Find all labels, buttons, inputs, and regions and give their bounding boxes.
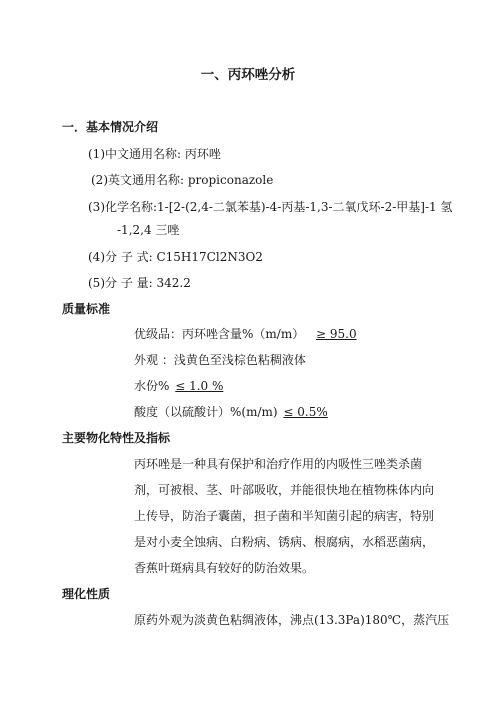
- quality-acidity-label: 酸度（以硫酸计）%(m/m): [134, 405, 278, 419]
- quality-content-value: ≥ 95.0: [316, 327, 357, 341]
- quality-water-value: ≤ 1.0 %: [175, 379, 224, 393]
- physchem-line-1: 原药外观为淡黄色粘绸液体，沸点(13.3Pa)180℃，蒸汽压: [134, 613, 450, 627]
- quality-water-label: 水份%: [134, 379, 170, 393]
- item-english-name: (2)英文通用名称: propiconazole: [91, 173, 274, 187]
- properties-line-3: 上传导，防治子囊菌，担子菌和半知菌引起的病害，特别: [134, 509, 435, 523]
- quality-line-acidity: [134, 404, 328, 420]
- section-heading-properties: 主要物化特性及指标: [62, 431, 171, 445]
- item-chemical-name-cont: -1,2,4 三唑: [117, 223, 180, 237]
- item-chinese-name: (1)中文通用名称: 丙环唑: [88, 147, 221, 161]
- section-heading-physchem: 理化性质: [62, 587, 111, 601]
- quality-line-appearance: 外观 ：浅黄色至浅棕色粘稠液体: [134, 353, 306, 367]
- properties-line-1: 丙环唑是一种具有保护和治疗作用的内吸性三唑类杀菌: [134, 457, 423, 471]
- properties-line-4: 是对小麦全蚀病、白粉病、锈病、根腐病，水稻恶菌病，: [134, 535, 435, 549]
- section-heading-basic-info: 一．基本情况介绍: [62, 120, 159, 134]
- quality-line-content: [134, 326, 357, 342]
- quality-acidity-value: ≤ 0.5%: [283, 405, 328, 419]
- quality-line-water: [134, 378, 223, 394]
- item-molecular-weight: (5)分 子 量: 342.2: [88, 276, 191, 290]
- properties-line-5: 香蕉叶斑病具有较好的防治效果。: [134, 561, 315, 575]
- properties-line-2: 剂，可被根、茎、叶部吸收，并能很快地在植物株体内向: [134, 483, 435, 497]
- item-chemical-name: (3)化学名称:1-[2-(2,4-二氯苯基)-4-丙基-1,3-二氧戊环-2-甲基]-1 氢: [88, 200, 453, 214]
- section-heading-quality: 质量标准: [62, 302, 111, 316]
- page-title: 一、丙环唑分析: [200, 67, 296, 83]
- quality-content-label: 优级品：丙环唑含量%（m/m）: [134, 327, 305, 341]
- item-molecular-formula: (4)分 子 式: C15H17Cl2N3O2: [88, 250, 263, 264]
